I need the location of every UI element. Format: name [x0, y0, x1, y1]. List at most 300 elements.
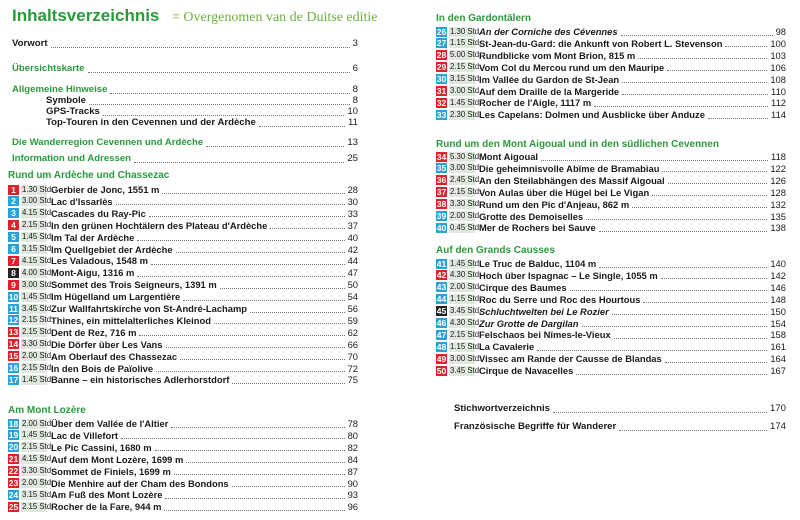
tour-row[interactable]	[436, 306, 786, 317]
duration: 5.30 Std.	[450, 151, 482, 161]
leader-dots	[638, 51, 767, 59]
tour-title: Lac de Villefort	[51, 429, 119, 441]
tour-row[interactable]	[436, 270, 786, 281]
leader-dots	[599, 260, 767, 268]
duration: 5.00 Std.	[450, 50, 482, 60]
entry-label: Symbole	[46, 95, 86, 106]
tour-row[interactable]	[8, 244, 358, 255]
tour-row[interactable]	[8, 430, 358, 441]
duration: 3.15 Std.	[450, 74, 482, 84]
leader-dots	[668, 176, 768, 184]
leader-dots	[622, 87, 768, 95]
page-number: 142	[770, 269, 786, 281]
leader-dots	[149, 209, 345, 217]
toc-entry[interactable]	[12, 137, 358, 148]
tour-number-badge: 31	[436, 86, 447, 96]
duration: 1.45 Std.	[22, 374, 54, 384]
duration: 3.15 Std.	[22, 489, 54, 499]
tour-title: Cirque de Navacelles	[479, 365, 574, 377]
duration: 2.15 Std.	[22, 220, 54, 230]
tour-number-badge: 38	[436, 199, 447, 210]
duration: 3.30 Std.	[22, 339, 54, 349]
tour-title: Rocher de la Fare, 944 m	[51, 501, 162, 513]
page-number: 11	[348, 117, 358, 128]
page-number: 28	[347, 184, 358, 195]
duration: 3.30 Std.	[450, 199, 482, 209]
tour-title: Dent de Rez, 716 m	[51, 326, 137, 338]
tour-title: Am Fuß des Mont Lozère	[51, 489, 163, 501]
page-number: 13	[347, 137, 358, 148]
tour-row[interactable]	[8, 339, 358, 350]
tour-title: Le Pic Cassini, 1680 m	[51, 441, 152, 453]
leader-dots	[614, 331, 768, 339]
tour-row[interactable]	[8, 232, 358, 243]
duration: 4.15 Std.	[22, 454, 54, 464]
tour-title: Mont-Aigu, 1316 m	[51, 267, 135, 279]
leader-dots	[89, 97, 350, 105]
tour-title: Thines, ein mittelalterliches Kleinod	[51, 314, 211, 326]
tour-number-badge: 46	[436, 318, 447, 328]
entry-label: Übersichtskarte	[12, 63, 85, 74]
duration: 1.45 Std.	[22, 291, 54, 301]
duration: 3.15 Std.	[22, 244, 54, 253]
page-number: 47	[347, 267, 358, 279]
tour-title: Cascades du Ray-Pic	[51, 207, 146, 219]
tour-number-badge: 39	[436, 211, 447, 221]
leader-dots	[134, 155, 344, 163]
leader-dots	[622, 75, 767, 83]
leader-dots	[632, 200, 767, 208]
tour-row[interactable]	[436, 151, 786, 162]
tour-number-badge: 50	[436, 365, 447, 376]
leader-dots	[576, 367, 767, 375]
tour-row[interactable]	[436, 97, 786, 108]
tour-title: Schluchtwelten bei Le Rozier	[479, 305, 609, 317]
section-heading: Am Mont Lozère	[8, 405, 86, 416]
page-number: 78	[347, 418, 358, 429]
tour-title: Die Dörfer über Les Vans	[51, 338, 163, 350]
duration: 2.15 Std.	[450, 187, 482, 197]
tour-row[interactable]	[8, 442, 358, 453]
leader-dots	[165, 491, 344, 499]
tour-title: Auf dem Mont Lozère, 1699 m	[51, 453, 184, 465]
duration: 2.00 Std.	[450, 282, 482, 292]
entry-label: Allgemeine Hinweise	[12, 84, 108, 95]
leader-dots	[537, 343, 767, 351]
entry-label: Information und Adressen	[12, 153, 132, 164]
tour-number-badge: 40	[436, 222, 447, 233]
page-number: 54	[347, 291, 358, 303]
tour-number-badge: 10	[8, 291, 19, 302]
page-number: 93	[347, 489, 358, 501]
leader-dots	[621, 28, 773, 36]
tour-row[interactable]	[8, 454, 358, 465]
tour-number-badge: 3	[8, 208, 19, 218]
leader-dots	[232, 479, 345, 487]
leader-dots	[174, 467, 345, 475]
tour-row[interactable]	[8, 374, 358, 385]
toc-entry[interactable]	[454, 421, 786, 432]
duration: 1.45 Std.	[22, 430, 54, 440]
tour-row[interactable]	[436, 341, 786, 352]
duration: 3.00 Std.	[450, 86, 482, 95]
tour-row[interactable]	[436, 187, 786, 198]
tour-number-badge: 32	[436, 97, 447, 108]
tour-title: Die geheimnisvolle Abîme de Bramabiau	[479, 162, 660, 174]
duration: 1.45 Std.	[22, 232, 54, 242]
leader-dots	[665, 355, 768, 363]
page-number: 90	[347, 477, 358, 489]
duration: 0.45 Std.	[450, 222, 482, 232]
duration: 1.15 Std.	[450, 38, 482, 48]
duration: 2.15 Std.	[22, 327, 54, 337]
page-number: 37	[347, 219, 358, 231]
page-number: 114	[771, 109, 786, 121]
tour-number-badge: 14	[8, 339, 19, 350]
tour-number-badge: 49	[436, 353, 447, 364]
tour-number-badge: 30	[436, 74, 447, 85]
tour-title: Grotte des Demoiselles	[479, 210, 584, 222]
tour-number-badge: 8	[8, 268, 19, 278]
duration: 4.30 Std.	[450, 318, 482, 327]
entry-label: Die Wanderregion Cevennen und Ardèche	[12, 137, 204, 148]
leader-dots	[619, 423, 767, 431]
duration: 2.15 Std.	[22, 501, 54, 511]
tour-title: Im Quellgebiet der Ardèche	[51, 243, 173, 255]
duration: 3.45 Std.	[450, 306, 482, 316]
leader-dots	[176, 245, 345, 253]
tour-number-badge: 1	[8, 185, 19, 195]
tour-row[interactable]	[436, 62, 786, 73]
tour-row[interactable]	[436, 258, 786, 269]
duration: 2.30 Std.	[450, 109, 482, 119]
leader-dots	[171, 420, 344, 428]
tour-number-badge: 12	[8, 315, 19, 326]
leader-dots	[162, 186, 344, 194]
toc-entry[interactable]	[12, 153, 358, 164]
page-number: 62	[347, 326, 358, 338]
duration: 3.00 Std.	[22, 196, 54, 206]
duration: 4.00 Std.	[22, 267, 54, 277]
tour-row[interactable]	[8, 291, 358, 302]
leader-dots	[708, 111, 768, 119]
page-number: 126	[770, 174, 786, 186]
tour-row[interactable]	[8, 303, 358, 314]
tour-row[interactable]	[8, 184, 358, 195]
leader-dots	[652, 188, 767, 196]
leader-dots	[103, 108, 344, 116]
page-number: 167	[770, 365, 786, 377]
tour-row[interactable]	[8, 279, 358, 290]
leader-dots	[594, 99, 768, 107]
tour-number-badge: 11	[9, 303, 18, 314]
duration: 3.45 Std.	[450, 365, 482, 375]
tour-row[interactable]	[436, 211, 786, 222]
tour-title: Vissec am Rande der Causse de Blandas	[479, 353, 662, 365]
leader-dots	[270, 221, 344, 229]
tour-title: An den Steilabhängen des Massif Aigoual	[479, 174, 665, 186]
duration: 2.00 Std.	[22, 351, 54, 361]
leader-dots	[183, 293, 344, 301]
tour-row[interactable]	[8, 196, 358, 207]
tour-number-badge: 19	[8, 430, 19, 441]
leader-dots	[570, 283, 768, 291]
tour-row[interactable]	[8, 315, 358, 326]
tour-number-badge: 25	[8, 501, 19, 512]
tour-row[interactable]	[436, 365, 786, 376]
tour-number-badge: 42	[436, 270, 447, 281]
leader-dots	[612, 307, 768, 315]
tour-number-badge: 7	[8, 256, 19, 266]
tour-row[interactable]	[436, 329, 786, 340]
section-heading: In den Gardontälern	[436, 13, 532, 24]
tour-row[interactable]	[8, 501, 358, 512]
tour-title: Im Tal der Ardèche	[51, 231, 135, 243]
tour-number-badge: 28	[436, 50, 447, 61]
tour-row[interactable]	[8, 220, 358, 231]
tour-title: St-Jean-du-Gard: die Ankunft von Robert L. Stevenson	[479, 37, 723, 49]
tour-title: Felschaos bei Nîmes-le-Vieux	[479, 329, 611, 341]
page-number: 66	[347, 338, 358, 350]
tour-row[interactable]	[8, 478, 358, 489]
page-number: 56	[347, 303, 358, 314]
page-number: 146	[770, 281, 786, 293]
tour-title: Die Menhire auf der Cham des Bondons	[51, 477, 229, 489]
page-number: 128	[770, 186, 786, 198]
duration: 4.15 Std.	[22, 208, 54, 218]
toc-entry[interactable]	[454, 403, 786, 414]
duration: 2.15 Std.	[22, 363, 54, 372]
entry-label: Französische Begriffe für Wanderer	[454, 421, 617, 432]
leader-dots	[51, 40, 350, 48]
leader-dots	[250, 305, 345, 313]
leader-dots	[599, 224, 768, 232]
tour-title: Rundblicke vom Mont Brion, 815 m	[479, 49, 636, 61]
tour-row[interactable]	[436, 38, 786, 49]
toc-entry[interactable]	[12, 63, 358, 74]
page-number: 33	[347, 207, 358, 219]
tour-row[interactable]	[436, 199, 786, 210]
page-number: 161	[770, 341, 786, 353]
tour-number-badge: 16	[8, 363, 19, 373]
page-number: 154	[770, 317, 786, 329]
leader-dots	[151, 257, 345, 265]
tour-title: Rocher de l'Aigle, 1117 m	[479, 97, 592, 109]
duration: 1.45 Std.	[450, 97, 482, 107]
page-number: 8	[352, 95, 358, 106]
duration: 3.00 Std.	[22, 279, 54, 289]
tour-title: Zur Grotte de Dargilan	[479, 317, 579, 329]
leader-dots	[137, 233, 344, 241]
tour-row[interactable]	[436, 74, 786, 85]
leader-dots	[541, 153, 768, 161]
leader-dots	[137, 269, 344, 277]
entry-label: GPS-Tracks	[46, 106, 100, 117]
duration: 3.00 Std.	[450, 163, 482, 173]
leader-dots	[164, 503, 344, 511]
leader-dots	[214, 316, 345, 324]
tour-row[interactable]	[436, 175, 786, 186]
leader-dots	[553, 405, 767, 413]
entry-label: Vorwort	[12, 38, 48, 49]
tour-title: In den grünen Hochtälern des Plateau d'Ardèche	[51, 219, 268, 231]
leader-dots	[662, 164, 767, 172]
page-number: 106	[770, 61, 786, 73]
tour-row[interactable]	[8, 327, 358, 338]
tour-row[interactable]	[8, 489, 358, 500]
tour-title: Vom Col du Mercou rund um den Mauripe	[479, 61, 665, 73]
section-heading: Rund um den Mont Aigoual und in den südlichen Cevennen	[436, 139, 719, 150]
page-number: 25	[347, 153, 358, 164]
duration: 4.15 Std.	[22, 255, 54, 265]
leader-dots	[725, 39, 767, 47]
page-number: 103	[770, 49, 786, 61]
page-number: 132	[770, 198, 786, 210]
tour-number-badge: 18	[8, 418, 19, 429]
toc-entry[interactable]	[46, 106, 358, 117]
tour-title: Banne – ein historisches Adlerhorstdorf	[51, 374, 230, 386]
leader-dots	[582, 319, 768, 327]
leader-dots	[186, 455, 344, 463]
duration: 4.30 Std.	[450, 270, 482, 280]
page-number: 158	[770, 329, 786, 341]
duration: 1.15 Std.	[450, 341, 482, 351]
tour-title: Hoch über Ispagnac – Le Single, 1055 m	[479, 269, 658, 281]
tour-number-badge: 24	[8, 489, 19, 500]
tour-row[interactable]	[436, 86, 786, 97]
page-number: 170	[769, 403, 786, 414]
page-number: 40	[347, 231, 358, 243]
tour-title: Zur Wallfahrtskirche von St-André-Lachamp	[51, 303, 248, 314]
tour-number-badge: 17	[8, 374, 19, 385]
leader-dots	[121, 431, 345, 439]
tour-number-badge: 34	[436, 151, 447, 162]
leader-dots	[586, 212, 767, 220]
tour-number-badge: 43	[436, 282, 447, 293]
toc-entry[interactable]	[12, 84, 358, 95]
tour-number-badge: 48	[436, 341, 447, 352]
page-number: 50	[347, 279, 358, 291]
tour-number-badge: 36	[436, 175, 447, 186]
page-number: 87	[347, 465, 358, 477]
duration: 2.15 Std.	[22, 442, 54, 452]
leader-dots	[180, 352, 344, 360]
leader-dots	[220, 281, 345, 289]
tour-row[interactable]	[8, 267, 358, 278]
duration: 2.00 Std.	[22, 478, 54, 487]
page-number: 148	[770, 293, 786, 305]
tour-row[interactable]	[436, 353, 786, 364]
tour-title: Les Valadous, 1548 m	[51, 255, 148, 267]
page-number: 59	[347, 314, 358, 326]
tour-title: Im Vallée du Gardon de St-Jean	[479, 73, 620, 85]
tour-title: Am Oberlauf des Chassezac	[51, 350, 178, 362]
tour-row[interactable]	[8, 466, 358, 477]
tour-row[interactable]	[436, 109, 786, 120]
tour-title: Gerbier de Jonc, 1551 m	[51, 184, 160, 195]
duration: 3.45 Std.	[22, 303, 54, 313]
tour-title: Auf dem Draille de la Margeride	[479, 85, 620, 97]
duration: 3.00 Std.	[450, 353, 482, 363]
duration: 2.00 Std.	[450, 211, 482, 220]
duration: 2.15 Std.	[22, 315, 54, 325]
page-number: 6	[352, 63, 358, 74]
leader-dots	[139, 328, 344, 336]
tour-number-badge: 13	[8, 327, 19, 338]
page-number: 98	[775, 26, 786, 37]
leader-dots	[156, 364, 344, 372]
leader-dots	[667, 63, 767, 71]
tour-title: Rund um den Pic d'Anjeau, 862 m	[479, 198, 630, 210]
tour-row[interactable]	[8, 351, 358, 362]
tour-number-badge: 6	[8, 244, 19, 254]
page-number: 150	[770, 305, 786, 317]
page-number: 100	[770, 37, 786, 49]
toc-entry[interactable]	[46, 117, 358, 128]
tour-row[interactable]	[436, 282, 786, 293]
page-number: 72	[347, 362, 358, 374]
page-number: 82	[347, 441, 358, 453]
toc-entry[interactable]	[12, 38, 358, 49]
tour-number-badge: 23	[8, 478, 19, 488]
tour-row[interactable]	[436, 294, 786, 305]
tour-title: Sommet de Finiels, 1699 m	[51, 465, 171, 477]
duration: 2.45 Std.	[450, 175, 482, 185]
duration: 1.15 Std.	[450, 294, 482, 304]
page-number: 110	[771, 85, 786, 97]
tour-row[interactable]	[8, 418, 358, 429]
tour-title: In den Bois de Païolive	[51, 362, 154, 374]
leader-dots	[259, 119, 345, 127]
duration: 1.30 Std.	[22, 184, 54, 194]
tour-number-badge: 22	[8, 466, 19, 477]
page-number: 164	[770, 353, 786, 365]
tour-number-badge: 35	[436, 163, 447, 174]
tour-number-badge: 45	[436, 306, 447, 317]
tour-title: Von Aulas über die Hügel bei Le Vigan	[479, 186, 650, 198]
tour-row[interactable]	[436, 163, 786, 174]
tour-row[interactable]	[8, 208, 358, 219]
tour-title: An der Corniche des Cévennes	[479, 26, 618, 37]
tour-row[interactable]	[8, 255, 358, 266]
tour-title: Roc du Serre und Roc des Hourtous	[479, 293, 641, 305]
tour-title: Über dem Vallée de l'Altier	[51, 418, 169, 429]
tour-title: La Cavalerie	[479, 341, 535, 353]
tour-title: Cirque des Baumes	[479, 281, 567, 293]
page-number: 3	[352, 38, 358, 49]
tour-row[interactable]	[436, 50, 786, 61]
page-number: 80	[347, 429, 358, 441]
page-number: 135	[770, 210, 786, 222]
tour-number-badge: 20	[8, 442, 19, 453]
tour-row[interactable]	[436, 222, 786, 233]
page-number: 96	[347, 501, 358, 513]
tour-row[interactable]	[8, 363, 358, 374]
duration: 2.15 Std.	[450, 329, 482, 339]
entry-label: Top-Touren in den Cevennen und der Ardèche	[46, 117, 256, 128]
tour-row[interactable]	[436, 318, 786, 329]
page-number: 75	[347, 374, 358, 386]
toc-entry[interactable]	[46, 95, 358, 106]
tour-title: Mer de Rochers bei Sauve	[479, 222, 596, 234]
duration: 1.30 Std.	[450, 26, 482, 36]
tour-row[interactable]	[436, 26, 786, 37]
tour-title: Sommet des Trois Seigneurs, 1391 m	[51, 279, 217, 291]
tour-number-badge: 15	[8, 351, 19, 362]
leader-dots	[661, 271, 768, 279]
leader-dots	[166, 340, 345, 348]
tour-title: Le Truc de Balduc, 1104 m	[479, 258, 597, 269]
